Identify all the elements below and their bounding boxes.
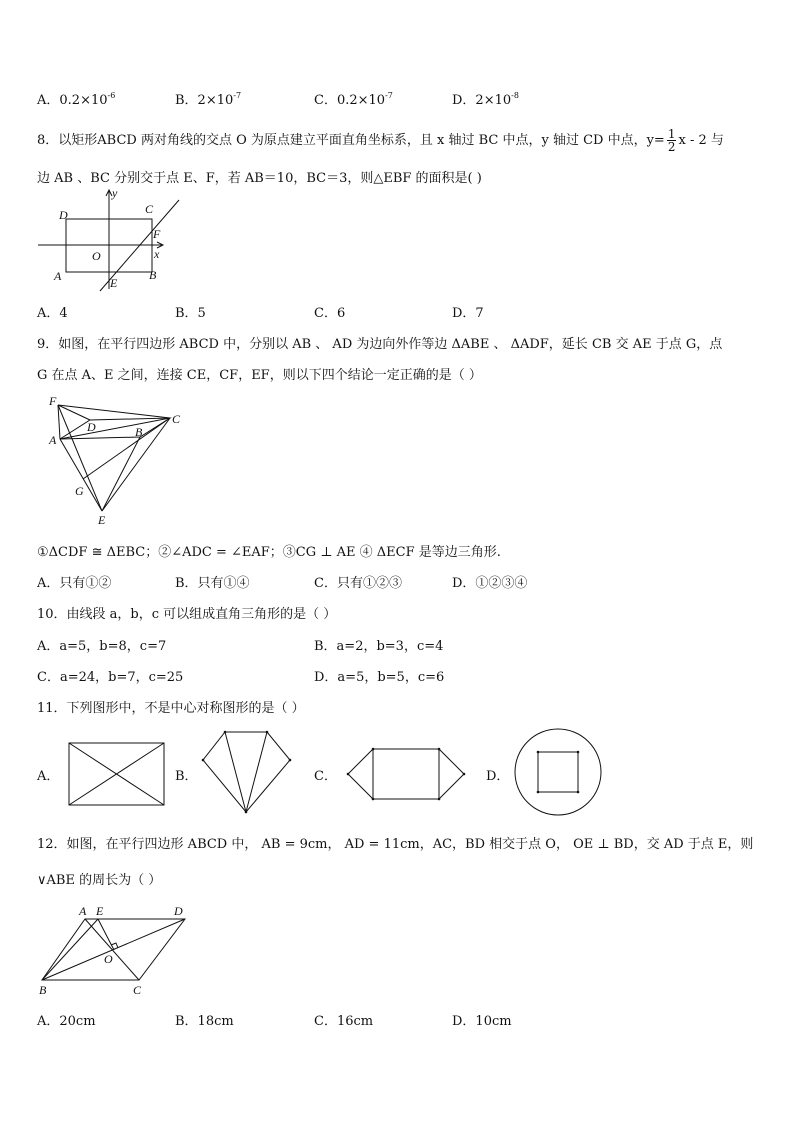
q8-label-a: A bbox=[54, 269, 62, 283]
q8-label-e: E bbox=[110, 276, 118, 290]
q9-conclusions: ①ΔCDF ≅ ΔEBC；②∠ADC = ∠EAF；③CG ⊥ AE ④ ΔECF 是等边三角形. bbox=[37, 545, 501, 560]
q12-option-d: D．10cm bbox=[452, 1014, 512, 1029]
q9-label-c: C bbox=[172, 412, 181, 426]
q9-option-c: C．只有①②③ bbox=[314, 576, 402, 591]
q8-option-d: D．7 bbox=[452, 306, 484, 321]
q12-stem-line1: 12．如图，在平行四边形 ABCD 中， AB = 9cm， AD = 11cm，AC，BD 相交于点 O， OE ⊥ BD，交 AD 于点 E，则 bbox=[37, 837, 754, 852]
q8-fraction: $\frac{1}{2}$ bbox=[667, 127, 676, 154]
q9-stem-line2: G 在点 A、E 之间，连接 CE，CF，EF，则以下四个结论一定正确的是（ ） bbox=[37, 368, 482, 383]
q9-stem-line1: 9．如图，在平行四边形 ABCD 中，分别以 AB 、 AD 为边向外作等边 ΔABE 、 ΔADF，延长 CB 交 AE 于点 G，点 bbox=[37, 337, 723, 352]
q11-option-b: B． bbox=[175, 769, 198, 784]
q12-stem-line2: ∨ABE 的周长为（ ） bbox=[37, 873, 162, 888]
q12-option-a: A．20cm bbox=[37, 1014, 96, 1029]
q8-option-b: B．5 bbox=[175, 306, 206, 321]
q12-label-b: B bbox=[39, 983, 47, 997]
q12-option-c: C．16cm bbox=[314, 1014, 374, 1029]
q8-label-f: F bbox=[153, 227, 161, 241]
q8-label-b: B bbox=[149, 268, 157, 282]
q9-label-e: E bbox=[98, 513, 106, 527]
q12-label-e: E bbox=[96, 904, 104, 918]
q11-option-a: A． bbox=[37, 769, 60, 784]
q9-option-a: A．只有①② bbox=[37, 576, 112, 591]
q9-label-d: D bbox=[87, 420, 96, 434]
q7-option-b: B．$2\times 10^{-7}$ bbox=[175, 91, 242, 108]
q11-figure-b bbox=[197, 728, 297, 816]
q8-label-d: D bbox=[59, 208, 68, 222]
q9-option-d: D．①②③④ bbox=[452, 576, 528, 591]
q10-option-c: C．a=24，b=7，c=25 bbox=[37, 670, 184, 685]
q11-option-d: D． bbox=[486, 769, 510, 784]
q10-option-d: D．a=5，b=5，c=6 bbox=[314, 670, 445, 685]
q10-option-b: B．a=2，b=3，c=4 bbox=[314, 639, 444, 654]
q7-option-d: D．$2\times 10^{-8}$ bbox=[452, 91, 519, 108]
q11-figure-d bbox=[513, 727, 603, 817]
q12-figure bbox=[35, 902, 195, 999]
q12-option-b: B．18cm bbox=[175, 1014, 234, 1029]
q9-label-b: B bbox=[135, 425, 143, 439]
q8-option-c: C．6 bbox=[314, 306, 346, 321]
q9-label-g: G bbox=[75, 484, 84, 498]
q12-label-o: O bbox=[104, 952, 113, 966]
q8-label-y: y bbox=[112, 188, 118, 200]
q10-stem: 10．由线段 a，b，c 可以组成直角三角形的是（ ） bbox=[37, 607, 337, 622]
q9-figure bbox=[45, 393, 190, 528]
q11-stem: 11．下列图形中，不是中心对称图形的是（ ） bbox=[37, 701, 305, 716]
q8-option-a: A．4 bbox=[37, 306, 68, 321]
q8-label-o: O bbox=[92, 249, 101, 263]
q9-label-a: A bbox=[49, 433, 57, 447]
q8-figure bbox=[35, 188, 185, 296]
q8-label-c: C bbox=[145, 202, 154, 216]
q10-option-a: A．a=5，b=8，c=7 bbox=[37, 639, 167, 654]
q9-label-f: F bbox=[49, 394, 57, 408]
q7-option-a: A．$0.2\times 10^{-6}$ bbox=[37, 91, 116, 108]
q11-option-c: C． bbox=[314, 769, 337, 784]
q8-label-x: x bbox=[154, 247, 160, 261]
q12-label-d: D bbox=[174, 904, 183, 918]
q8-stem-line2: 边 AB 、BC 分别交于点 E、F，若 AB＝10，BC＝3，则△EBF 的面积是( ) bbox=[37, 171, 482, 186]
q12-label-a: A bbox=[79, 904, 87, 918]
q7-option-c: C．$0.2\times 10^{-7}$ bbox=[314, 91, 393, 108]
q9-option-b: B．只有①④ bbox=[175, 576, 250, 591]
q12-label-c: C bbox=[133, 983, 142, 997]
q11-figure-a bbox=[67, 741, 167, 808]
q11-figure-c bbox=[344, 745, 468, 803]
q8-stem-line1: 8．以矩形ABCD 两对角线的交点 O 为原点建立平面直角坐标系，且 x 轴过 BC 中点，y 轴过 CD 中点，y= $\frac{1}{2}$ x - 2 与 bbox=[37, 127, 724, 154]
